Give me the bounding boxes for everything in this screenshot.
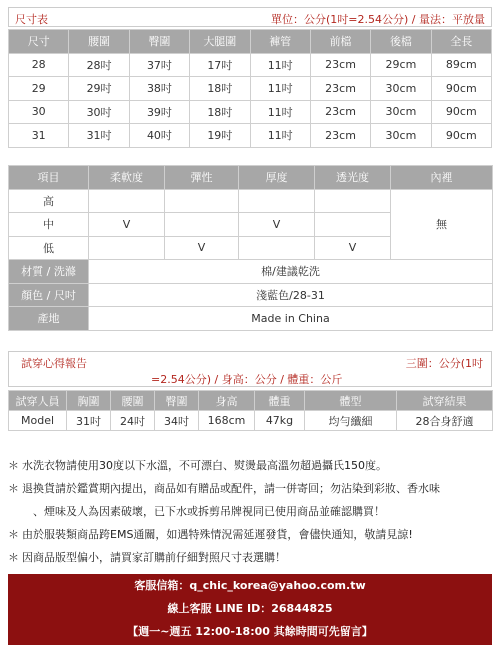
size-section-header — [8, 7, 492, 27]
fabric-header-cell: 內裡 — [391, 166, 493, 190]
size-cell: 23cm — [310, 77, 370, 101]
size-cell: 11吋 — [250, 100, 310, 124]
size-cell: 39吋 — [129, 100, 189, 124]
note-item-continued: 、煙味及人為因素破壞，已下水或拆剪吊牌視同已使用商品並確認購買！ — [33, 505, 385, 518]
size-cell: 90cm — [431, 100, 491, 124]
size-row — [9, 77, 492, 101]
try-header-cell: 體型 — [305, 391, 397, 411]
note-item: ＊ 由於服裝類商品跨EMS通關，如遇特殊情況需延遲發貨，會儘快通知，敬請見諒! — [8, 523, 492, 546]
contact-footer — [8, 574, 492, 645]
fabric-table — [8, 165, 493, 331]
footer-hours: 【週一~週五 12:00-18:00 其餘時間可先留言】 — [127, 625, 373, 638]
fabric-header-cell: 項目 — [9, 166, 89, 190]
try-section-note: 三圍：公分(1吋 — [405, 357, 483, 370]
try-header-cell: 試穿人員 — [9, 391, 67, 411]
size-cell: 23cm — [310, 124, 370, 148]
notes-list — [8, 454, 492, 569]
material-value: 棉/建議乾洗 — [89, 260, 493, 284]
note-star-icon: ＊ — [8, 551, 19, 564]
size-header-cell: 褲管 — [250, 30, 310, 54]
try-header-cell: 身高 — [199, 391, 255, 411]
size-cell: 28 — [9, 53, 69, 77]
size-cell: 37吋 — [129, 53, 189, 77]
try-header-cell: 腰圍 — [111, 391, 155, 411]
fabric-header-cell: 厚度 — [239, 166, 315, 190]
note-star-icon: ＊ — [8, 482, 19, 495]
size-cell: 30cm — [371, 77, 431, 101]
size-header-cell: 前檔 — [310, 30, 370, 54]
size-cell: 30cm — [371, 124, 431, 148]
try-header-cell: 胸圍 — [67, 391, 111, 411]
footer-email[interactable]: 客服信箱：q_chic_korea@yahoo.com.tw — [134, 579, 366, 592]
fabric-header-cell: 彈性 — [165, 166, 239, 190]
size-cell: 23cm — [310, 53, 370, 77]
try-section-note-line2: =2.54公分) / 身高：公分 / 體重：公斤 — [151, 373, 343, 386]
size-cell: 90cm — [431, 77, 491, 101]
note-item: ＊ 退換貨請於鑑賞期內提出，商品如有贈品或配件，請一併寄回；勿沾染到彩妝、香水味 — [8, 477, 492, 500]
size-cell: 29吋 — [69, 77, 129, 101]
size-row — [9, 100, 492, 124]
elasticity-mark: V — [165, 236, 239, 260]
fabric-row-high — [9, 189, 493, 213]
size-cell: 40吋 — [129, 124, 189, 148]
size-cell: 18吋 — [190, 77, 250, 101]
size-cell: 38吋 — [129, 77, 189, 101]
note-item: ＊ 水洗衣物請使用30度以下水溫，不可漂白、熨燙最高溫勿超過攝氏150度。 — [8, 454, 492, 477]
size-cell: 23cm — [310, 100, 370, 124]
size-cell: 11吋 — [250, 77, 310, 101]
level-low: 低 — [9, 236, 89, 260]
origin-value: Made in China — [89, 307, 493, 331]
try-header-cell: 臀圍 — [155, 391, 199, 411]
note-star-icon: ＊ — [8, 459, 19, 472]
color-value: 淺藍色/28-31 — [89, 283, 493, 307]
try-cell: Model — [9, 411, 67, 431]
try-cell: 34吋 — [155, 411, 199, 431]
size-cell: 17吋 — [190, 53, 250, 77]
size-row — [9, 53, 492, 77]
note-item: ＊ 因商品版型偏小，請買家訂購前仔細對照尺寸表選購！ — [8, 546, 492, 569]
size-cell: 31吋 — [69, 124, 129, 148]
try-section-title: 試穿心得報告 — [21, 357, 87, 370]
size-cell: 31 — [9, 124, 69, 148]
size-cell: 30吋 — [69, 100, 129, 124]
size-cell: 90cm — [431, 124, 491, 148]
size-cell: 28吋 — [69, 53, 129, 77]
try-header-cell: 體重 — [255, 391, 305, 411]
try-header-cell: 試穿結果 — [397, 391, 493, 411]
origin-label: 產地 — [9, 307, 89, 331]
fabric-header-cell: 透光度 — [315, 166, 391, 190]
lining-value: 無 — [391, 189, 493, 260]
level-mid: 中 — [9, 213, 89, 237]
size-cell: 29cm — [371, 53, 431, 77]
size-table — [8, 29, 492, 148]
try-cell: 31吋 — [67, 411, 111, 431]
size-header-cell: 臀圍 — [129, 30, 189, 54]
size-cell: 19吋 — [190, 124, 250, 148]
size-header-cell: 全長 — [431, 30, 491, 54]
size-header-cell: 大腿圍 — [190, 30, 250, 54]
thickness-mark: V — [239, 213, 315, 237]
try-cell: 均勻纖細 — [305, 411, 397, 431]
size-cell: 89cm — [431, 53, 491, 77]
level-high: 高 — [9, 189, 89, 213]
size-header-cell: 後檔 — [371, 30, 431, 54]
try-cell: 24吋 — [111, 411, 155, 431]
color-label: 顏色 / 尺吋 — [9, 283, 89, 307]
try-table — [8, 390, 493, 431]
origin-row — [9, 307, 493, 331]
try-cell: 168cm — [199, 411, 255, 431]
color-row — [9, 283, 493, 307]
material-label: 材質 / 洗滌 — [9, 260, 89, 284]
size-unit-note: 單位：公分(1吋=2.54公分) / 量法：平放量 — [271, 13, 485, 26]
note-star-icon: ＊ — [8, 528, 19, 541]
try-row — [9, 411, 493, 431]
size-header-cell: 尺寸 — [9, 30, 69, 54]
size-cell: 18吋 — [190, 100, 250, 124]
size-cell: 30cm — [371, 100, 431, 124]
softness-mark: V — [89, 213, 165, 237]
size-header-cell: 腰圍 — [69, 30, 129, 54]
size-cell: 11吋 — [250, 53, 310, 77]
fabric-header-cell: 柔軟度 — [89, 166, 165, 190]
transparency-mark: V — [315, 236, 391, 260]
try-cell: 47kg — [255, 411, 305, 431]
size-cell: 30 — [9, 100, 69, 124]
size-cell: 29 — [9, 77, 69, 101]
try-cell: 28合身舒適 — [397, 411, 493, 431]
footer-line-id: 線上客服 LINE ID：26844825 — [167, 602, 333, 615]
size-cell: 11吋 — [250, 124, 310, 148]
size-section-title: 尺寸表 — [15, 13, 48, 26]
try-section-header — [8, 351, 492, 387]
size-row — [9, 124, 492, 148]
material-row — [9, 260, 493, 284]
